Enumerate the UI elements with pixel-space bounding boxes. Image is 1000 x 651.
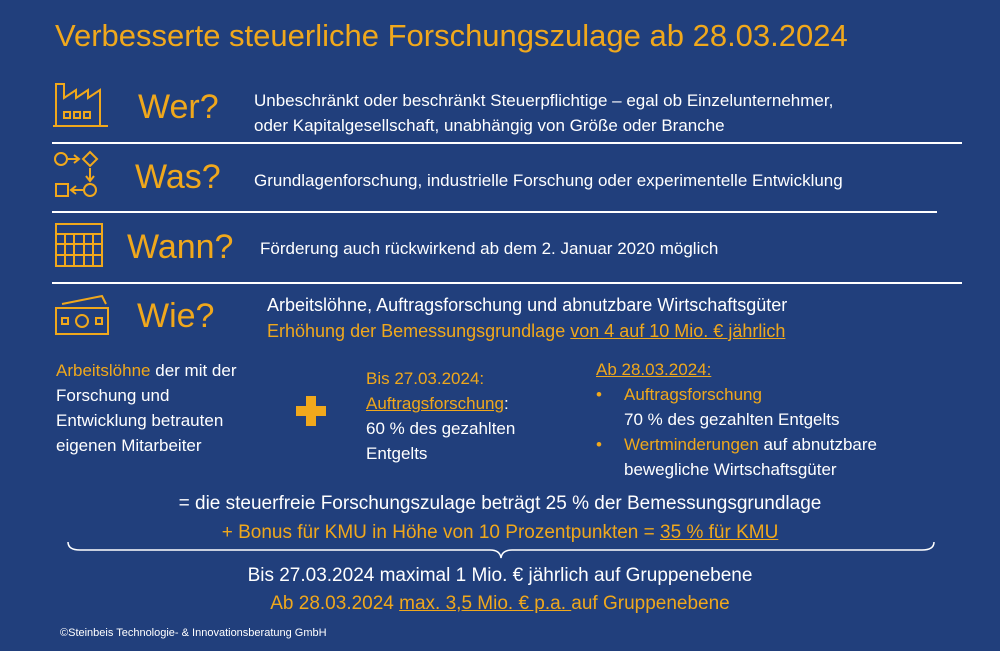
copyright: ©Steinbeis Technologie- & Innovationsberatung GmbH bbox=[60, 627, 327, 639]
was-text: Grundlagenforschung, industrielle Forschung oder experimentelle Entwicklung bbox=[254, 171, 843, 190]
divider bbox=[52, 142, 962, 144]
brace-divider bbox=[66, 540, 936, 560]
flowchart-icon bbox=[52, 150, 112, 202]
wann-text: Förderung auch rückwirkend ab dem 2. Januar 2020 möglich bbox=[260, 239, 719, 258]
divider bbox=[52, 211, 937, 213]
col3-b1-title: • Auftragsforschung bbox=[624, 385, 762, 404]
summary-line-4-end: auf Gruppenebene bbox=[571, 593, 730, 614]
calendar-icon bbox=[52, 220, 112, 272]
summary-line-3: Bis 27.03.2024 maximal 1 Mio. € jährlich auf Gruppenebene bbox=[247, 565, 753, 586]
label-was: Was? bbox=[135, 158, 221, 196]
col2-heading: Bis 27.03.2024: bbox=[366, 369, 485, 388]
label-wer: Wer? bbox=[138, 88, 219, 126]
col3-b2-text: bewegliche Wirtschaftsgüter bbox=[624, 460, 837, 479]
col1-text bbox=[56, 358, 237, 458]
col3-heading: Ab 28.03.2024: bbox=[596, 360, 712, 379]
col2-line-4: Entgelts bbox=[366, 444, 428, 463]
col1-line-2: Forschung und bbox=[56, 386, 170, 405]
summary-line-4-start: Ab 28.03.2024 bbox=[270, 593, 400, 614]
col3-b1-text: 70 % des gezahlten Entgelts bbox=[624, 410, 840, 429]
col1-line-1 bbox=[56, 358, 237, 383]
money-icon bbox=[52, 290, 116, 342]
col3-b2-rest: auf abnutzbare bbox=[758, 435, 877, 454]
plus-icon bbox=[294, 394, 328, 428]
wer-text bbox=[254, 88, 833, 138]
wie-line-2 bbox=[267, 318, 787, 344]
col2-line-3: 60 % des gezahlten bbox=[366, 419, 516, 438]
wer-line-2: oder Kapitalgesellschaft, unabhängig von Größe oder Branche bbox=[254, 116, 725, 135]
summary-kmu-rate: 35 % für KMU bbox=[660, 522, 779, 543]
col2-text bbox=[366, 366, 515, 466]
col1-rest: der mit der bbox=[150, 361, 237, 380]
summary-line-4-amount: max. 3,5 Mio. € p.a. bbox=[399, 593, 572, 614]
wie-line-2-amount: von 4 auf 10 Mio. € jährlich bbox=[570, 321, 786, 341]
summary-line-2-start: + Bonus für KMU in Höhe von 10 Prozentpunkten = bbox=[221, 522, 661, 543]
factory-icon bbox=[52, 78, 112, 130]
summary-line-1: = die steuerfreie Forschungszulage beträgt 25 % der Bemessungsgrundlage bbox=[178, 493, 822, 514]
list-item bbox=[596, 382, 877, 432]
col3-text bbox=[596, 357, 877, 482]
col1-line-4: eigenen Mitarbeiter bbox=[56, 436, 202, 455]
divider bbox=[52, 282, 962, 284]
list-item bbox=[596, 432, 877, 482]
label-wann: Wann? bbox=[127, 228, 234, 266]
wer-line-1: Unbeschränkt oder beschränkt Steuerpflichtige – egal ob Einzelunternehmer, bbox=[254, 91, 834, 110]
wie-line-1: Arbeitslöhne, Auftragsforschung und abnutzbare Wirtschaftsgüter bbox=[267, 295, 788, 315]
page-title: Verbesserte steuerliche Forschungszulage ab 28.03.2024 bbox=[55, 18, 848, 53]
col2-highlight: Auftragsforschung bbox=[366, 394, 504, 413]
wie-text bbox=[267, 292, 787, 344]
col3-b2-title: Wertminderungen bbox=[624, 435, 759, 454]
col1-line-3: Entwicklung betrauten bbox=[56, 411, 224, 430]
label-wie: Wie? bbox=[137, 297, 215, 335]
col3-list bbox=[596, 382, 877, 482]
wie-line-2-start: Erhöhung der Bemessungsgrundlage bbox=[267, 321, 571, 341]
col2-line-2 bbox=[366, 391, 515, 416]
summary-line-4 bbox=[0, 590, 1000, 618]
col1-highlight: Arbeitslöhne bbox=[56, 361, 151, 380]
col2-colon: : bbox=[503, 394, 509, 413]
